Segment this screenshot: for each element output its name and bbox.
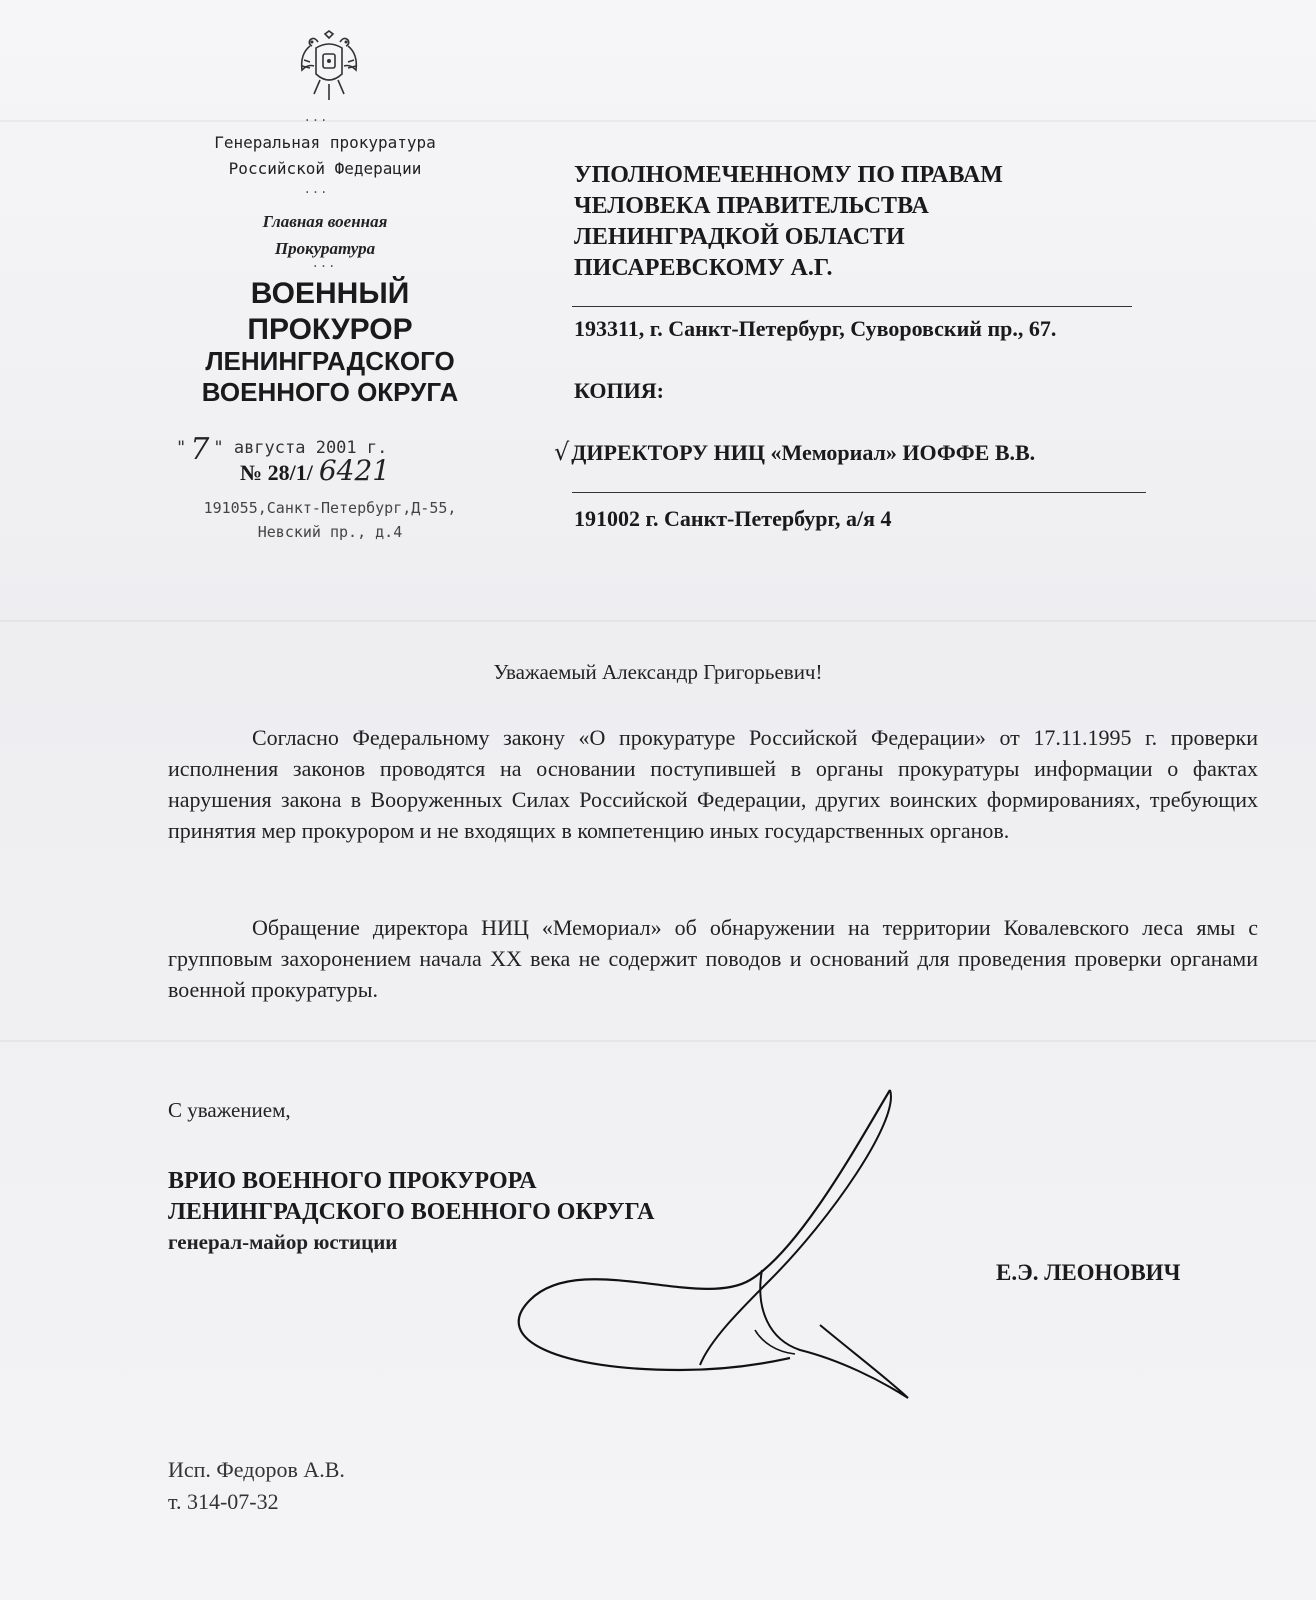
paper-crease bbox=[0, 620, 1316, 622]
double-headed-eagle-emblem-icon bbox=[296, 30, 362, 106]
letter-date: " 7 " августа 2001 г. bbox=[176, 432, 388, 467]
closing-regards: С уважением, bbox=[168, 1098, 291, 1122]
handwritten-day: 7 bbox=[190, 432, 210, 467]
addressee-address: 193311, г. Санкт-Петербург, Суворовский пр., 67. bbox=[574, 316, 1057, 341]
copy-recipient: ДИРЕКТОРУ НИЦ «Мемориал» ИОФФЕ В.В. bbox=[571, 440, 1036, 465]
addressee-line: ЧЕЛОВЕКА ПРАВИТЕЛЬСТВА bbox=[574, 193, 929, 219]
paper-crease bbox=[0, 120, 1316, 122]
addressee-line: ПИСАРЕВСКОМУ А.Г. bbox=[574, 255, 833, 281]
copy-label: КОПИЯ: bbox=[574, 378, 664, 403]
sender-address-line: Невский пр., д.4 bbox=[257, 523, 403, 541]
org-line: Российской Федерации bbox=[228, 159, 422, 178]
executor-block bbox=[168, 1454, 345, 1518]
handwritten-signature-icon bbox=[500, 1080, 940, 1420]
executor-phone: т. 314-07-32 bbox=[168, 1489, 279, 1514]
separator-dots: ... bbox=[303, 182, 329, 196]
reg-prefix: № 28/1/ bbox=[240, 460, 313, 485]
separator-dots: ... bbox=[311, 256, 337, 270]
sub-org-line: Главная военная bbox=[262, 212, 388, 231]
signatory-name: Е.Э. ЛЕОНОВИЧ bbox=[996, 1260, 1181, 1285]
divider-line bbox=[572, 306, 1132, 307]
signatory-title-line: ВРИО ВОЕННОГО ПРОКУРОРА bbox=[168, 1168, 537, 1194]
sender-title-line: ПРОКУРОР bbox=[247, 313, 413, 346]
separator-dots: ... bbox=[303, 110, 329, 124]
sender-district-line: ЛЕНИНГРАДСКОГО bbox=[205, 346, 455, 376]
sender-title bbox=[160, 276, 500, 348]
sub-organization bbox=[200, 208, 450, 262]
body-paragraph-2: Обращение директора НИЦ «Мемориал» об обнаружении на территории Ковалевского леса ямы с групповым захоронением начала XX века не содержит поводов и оснований для проведения проверки органами военной прокуратуры. bbox=[168, 915, 1258, 1002]
addressee-line: ЛЕНИНГРАДКОЙ ОБЛАСТИ bbox=[574, 224, 905, 250]
body-paragraph-1: Согласно Федеральному закону «О прокуратуре Российской Федерации» от 17.11.1995 г. проверки исполнения законов проводятся на основании поступившей в органы прокуратуры информации о фактах нарушения закона в Вооруженных Силах Российской Федерации, других воинских формированиях, требующих принятия мер прокурором и не входящих в компетенцию иных государственных органов. bbox=[168, 725, 1258, 843]
copy-address: 191002 г. Санкт-Петербург, а/я 4 bbox=[574, 506, 892, 531]
registration-number bbox=[240, 454, 480, 487]
sender-address bbox=[150, 496, 510, 544]
date-month-year: августа 2001 г. bbox=[233, 438, 388, 458]
addressee-block bbox=[574, 160, 1214, 284]
paper-crease bbox=[0, 1040, 1316, 1042]
sender-address-line: 191055,Санкт-Петербург,Д-55, bbox=[203, 499, 457, 517]
sender-title-line: ВОЕННЫЙ bbox=[250, 277, 410, 310]
check-mark-icon: √ bbox=[554, 438, 570, 466]
sender-district-line: ВОЕННОГО ОКРУГА bbox=[201, 377, 459, 407]
sender-district bbox=[160, 346, 500, 408]
handwritten-reg-number: 6421 bbox=[318, 454, 391, 487]
signatory-title-line: ЛЕНИНГРАДСКОГО ВОЕННОГО ОКРУГА bbox=[168, 1199, 655, 1225]
sub-org-line: Прокуратура bbox=[274, 239, 376, 258]
signatory-rank: генерал-майор юстиции bbox=[168, 1230, 398, 1254]
org-line: Генеральная прокуратура bbox=[214, 133, 436, 152]
organization-name bbox=[150, 130, 500, 182]
divider-line bbox=[572, 492, 1146, 493]
copy-recipient-line bbox=[554, 438, 1194, 466]
executor-name: Исп. Федоров А.В. bbox=[168, 1457, 345, 1482]
addressee-line: УПОЛНОМЕЧЕННОМУ ПО ПРАВАМ bbox=[574, 162, 1003, 188]
greeting: Уважаемый Александр Григорьевич! bbox=[493, 660, 823, 684]
